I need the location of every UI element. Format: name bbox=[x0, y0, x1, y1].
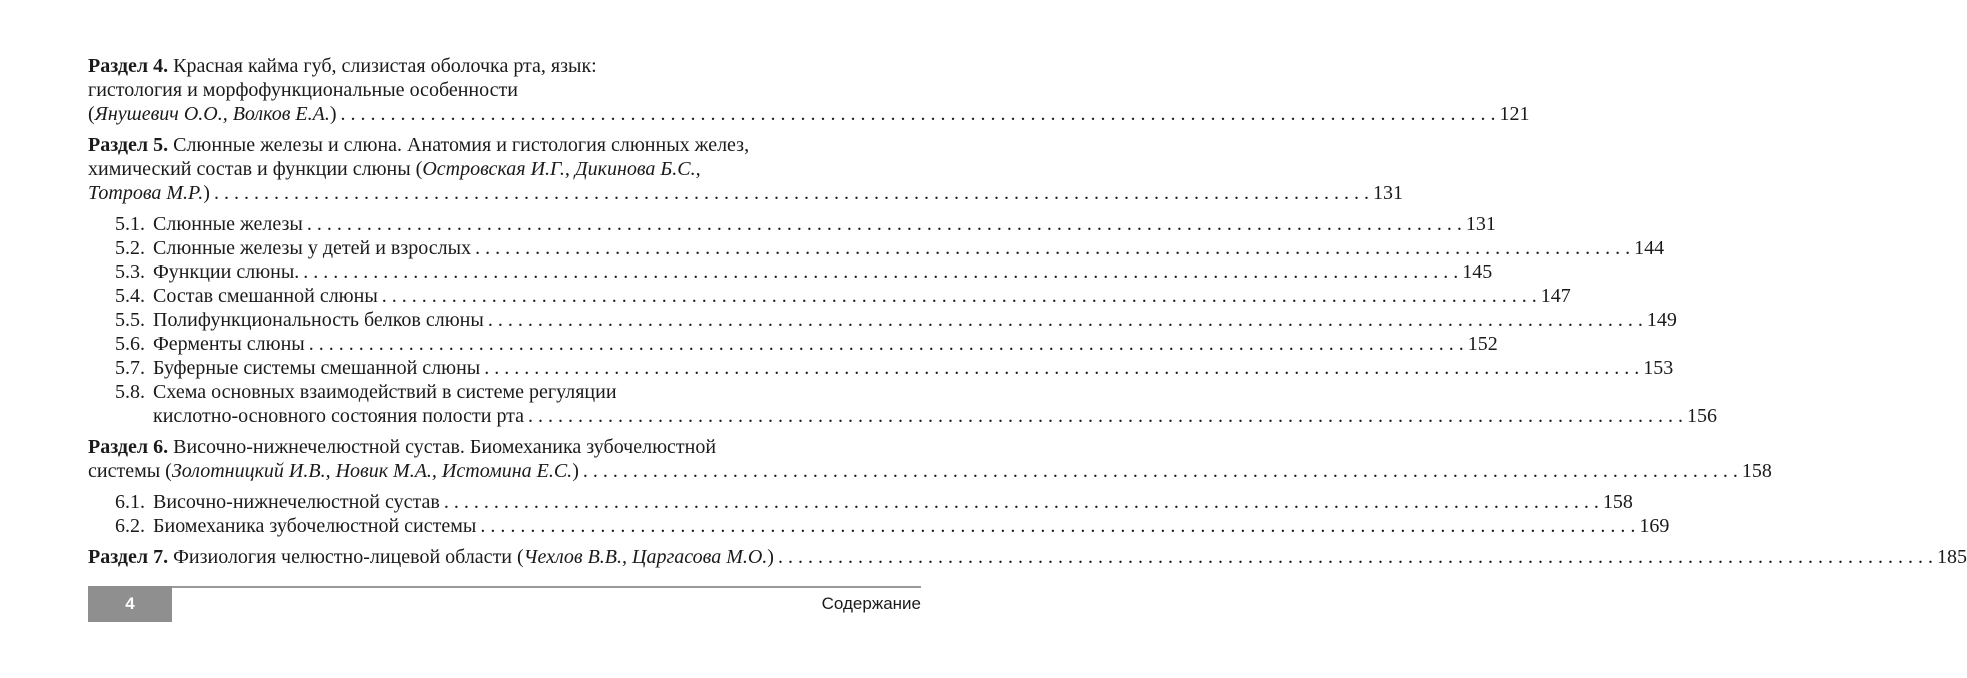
section-label: Раздел 4. bbox=[88, 55, 169, 77]
paren-close: ) bbox=[329, 103, 337, 125]
section-authors: Тотрова М.Р. bbox=[88, 182, 204, 204]
section-authors: Островская И.Г., Дикинова Б.С., bbox=[422, 158, 701, 180]
toc-subsection[interactable] bbox=[115, 514, 1670, 538]
dot-leader bbox=[480, 514, 1635, 538]
dot-leader bbox=[528, 404, 1683, 428]
paren-open: ( bbox=[88, 103, 95, 125]
toc-leader-line bbox=[88, 459, 1772, 483]
paren-close: ) bbox=[572, 460, 579, 482]
subsection-number: 5.5. bbox=[115, 309, 145, 331]
subsection-title: Ферменты слюны bbox=[153, 333, 305, 355]
toc-subsection[interactable] bbox=[115, 308, 1677, 332]
dot-leader bbox=[583, 459, 1738, 483]
subsection-title: Состав смешанной слюны bbox=[153, 285, 378, 307]
paren-close: ) bbox=[767, 546, 774, 568]
toc-section-4[interactable] bbox=[88, 54, 1530, 126]
dot-leader bbox=[382, 284, 1537, 308]
dot-leader bbox=[303, 260, 1458, 284]
dot-leader bbox=[341, 102, 1496, 126]
page-number: 144 bbox=[1634, 237, 1665, 259]
page-number: 158 bbox=[1741, 460, 1772, 482]
page-number: 121 bbox=[1499, 103, 1530, 125]
toc-subsections-6 bbox=[88, 490, 1670, 538]
subsection-title: Биомеханика зубочелюстной системы bbox=[153, 515, 477, 537]
page-number: 158 bbox=[1602, 491, 1633, 513]
subsection-title: Буферные системы смешанной слюны bbox=[153, 357, 481, 379]
subsection-title: кислотно-основного состояния полости рта bbox=[153, 405, 525, 427]
subsection-number: 5.1. bbox=[115, 213, 145, 235]
toc-subsection[interactable] bbox=[115, 380, 1718, 428]
dot-leader bbox=[488, 308, 1643, 332]
section-authors: Чехлов В.В., Царгасова М.О. bbox=[523, 546, 768, 568]
page-number: 156 bbox=[1687, 405, 1718, 427]
subsection-number: 5.8. bbox=[115, 381, 145, 403]
section-label: Раздел 7. bbox=[88, 546, 169, 568]
toc-subsection[interactable] bbox=[115, 490, 1633, 514]
toc-leader-line bbox=[88, 545, 1967, 569]
toc-subsection[interactable] bbox=[115, 260, 1493, 284]
subsection-title: Функции слюны. bbox=[153, 261, 300, 283]
section-authors: Янушевич О.О., Волков Е.А. bbox=[94, 103, 330, 125]
section-title-text: Красная кайма губ, слизистая оболочка рта, язык: bbox=[173, 55, 597, 77]
section-title-text: Физиология челюстно-лицевой области ( bbox=[173, 546, 524, 568]
dot-leader bbox=[309, 332, 1464, 356]
dot-leader bbox=[475, 236, 1630, 260]
section-authors: Золотницкий И.В., Новик М.А., Истомина Е.С. bbox=[171, 460, 573, 482]
page-number: 131 bbox=[1465, 213, 1496, 235]
toc-subsections-5 bbox=[88, 212, 1718, 428]
subsection-number: 6.2. bbox=[115, 515, 145, 537]
page-footer bbox=[88, 586, 921, 622]
toc-subsection[interactable] bbox=[115, 212, 1496, 236]
page-number: 147 bbox=[1540, 285, 1571, 307]
subsection-number: 5.7. bbox=[115, 357, 145, 379]
subsection-number: 5.2. bbox=[115, 237, 145, 259]
page-number: 149 bbox=[1646, 309, 1677, 331]
page-number: 169 bbox=[1639, 515, 1670, 537]
toc-section-title-line bbox=[88, 157, 921, 181]
toc-section-title-line bbox=[88, 133, 921, 157]
toc-subsection[interactable] bbox=[115, 284, 1571, 308]
dot-leader bbox=[778, 545, 1933, 569]
toc-section-6[interactable] bbox=[88, 435, 1772, 483]
dot-leader bbox=[214, 181, 1369, 205]
toc-section-title-line bbox=[88, 54, 921, 78]
page-number: 145 bbox=[1462, 261, 1493, 283]
toc-section-7[interactable] bbox=[88, 545, 1967, 569]
subsection-number: 5.3. bbox=[115, 261, 145, 283]
dot-leader bbox=[307, 212, 1462, 236]
toc-section-5[interactable] bbox=[88, 133, 1403, 205]
subsection-title: Полифункциональность белков слюны bbox=[153, 309, 484, 331]
toc-leader-line bbox=[88, 102, 1530, 126]
dot-leader bbox=[444, 490, 1599, 514]
table-of-contents bbox=[88, 54, 1967, 576]
toc-leader-line bbox=[88, 181, 1403, 205]
section-title-text: Височно-нижнечелюстной сустав. Биомеханика зубочелюстной bbox=[173, 436, 717, 458]
toc-leader-line bbox=[115, 404, 1718, 428]
toc-subsection[interactable] bbox=[115, 356, 1674, 380]
section-title-text: химический состав и функции слюны ( bbox=[88, 158, 423, 180]
subsection-title: Слюнные железы bbox=[153, 213, 303, 235]
page-number: 185 bbox=[1936, 546, 1967, 568]
page-number: 153 bbox=[1643, 357, 1674, 379]
section-title-text: гистология и морфофункциональные особенности bbox=[88, 79, 518, 101]
subsection-title: Слюнные железы у детей и взрослых bbox=[153, 237, 472, 259]
subsection-title: Височно-нижнечелюстной сустав bbox=[153, 491, 440, 513]
section-title-text: системы ( bbox=[88, 460, 172, 482]
footer-rule bbox=[172, 586, 921, 588]
page-number: 131 bbox=[1372, 182, 1403, 204]
section-label: Раздел 5. bbox=[88, 134, 169, 156]
section-title-text: Слюнные железы и слюна. Анатомия и гистология слюнных желез, bbox=[173, 134, 750, 156]
footer-page-number: 4 bbox=[88, 586, 172, 622]
page-number: 152 bbox=[1467, 333, 1498, 355]
dot-leader bbox=[484, 356, 1639, 380]
subsection-number: 5.4. bbox=[115, 285, 145, 307]
toc-section-title-line bbox=[88, 435, 921, 459]
running-title: Содержание bbox=[821, 594, 921, 613]
toc-subsection[interactable] bbox=[115, 236, 1665, 260]
toc-subsection[interactable] bbox=[115, 332, 1498, 356]
subsection-number: 6.1. bbox=[115, 491, 145, 513]
subsection-number: 5.6. bbox=[115, 333, 145, 355]
section-label: Раздел 6. bbox=[88, 436, 169, 458]
paren-close: ) bbox=[203, 182, 210, 204]
subsection-title: Схема основных взаимодействий в системе регуляции bbox=[153, 381, 617, 403]
